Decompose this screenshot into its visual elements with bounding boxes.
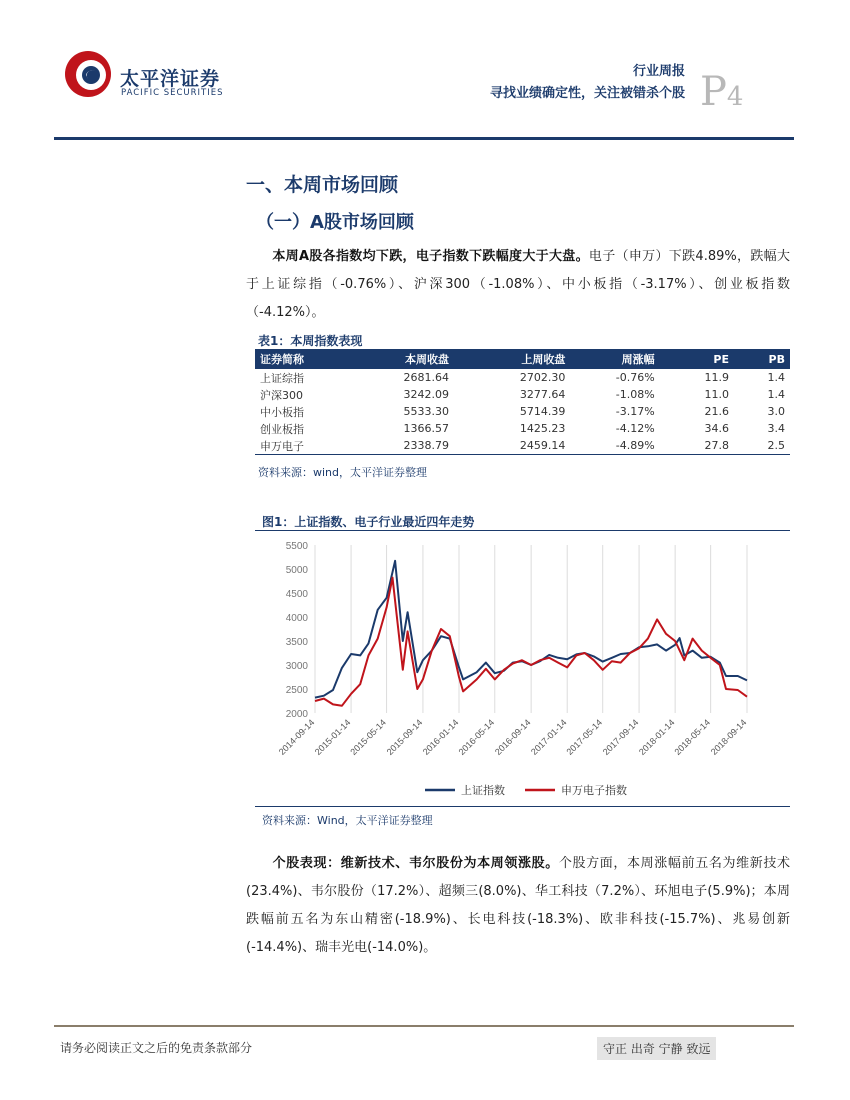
- x-tick-label: 2017-01-14: [529, 717, 569, 757]
- header-divider: [54, 137, 794, 140]
- x-tick-label: 2018-09-14: [708, 717, 749, 757]
- page-number: P4: [700, 69, 744, 115]
- cell-change: -4.89%: [570, 437, 659, 455]
- cell-pb: 1.4: [767, 371, 785, 384]
- table-row: [255, 437, 790, 455]
- col-header-close: 本周收盘: [373, 349, 454, 369]
- cell-name: 上证综指: [260, 371, 304, 385]
- market-summary-text: 电子（申万）下跌4.89%，跌幅大于上证综指（-0.76%）、沪深300（-1.08%）、中小板指（-3.17%）、创业板指数（-4.12%）。: [246, 249, 790, 320]
- x-tick-label: 2018-05-14: [672, 717, 713, 757]
- footer-disclaimer: 请务必阅读正文之后的免责条款部分: [60, 1041, 253, 1055]
- index-performance-table: [255, 349, 790, 455]
- cell-change: -0.76%: [615, 371, 655, 384]
- x-tick-label: 2014-09-14: [276, 717, 317, 757]
- cell-pe: 27.8: [660, 437, 734, 455]
- stock-performance-lead: 个股表现：维新技术、韦尔股份为本周领涨股。: [272, 856, 559, 871]
- index-trend-chart: [255, 535, 790, 803]
- cell-close: 2681.64: [403, 371, 450, 384]
- company-logo-icon: [62, 48, 114, 100]
- cell-change: -4.12%: [615, 422, 655, 435]
- y-tick-label: 2500: [285, 685, 308, 696]
- section-heading: 一、本周市场回顾: [246, 174, 399, 196]
- table-row: [255, 403, 790, 420]
- cell-prev-close: 3277.64: [519, 388, 566, 401]
- cell-pb: 3.4: [767, 422, 785, 435]
- y-tick-label: 3000: [285, 661, 308, 672]
- table-row: [255, 369, 790, 386]
- x-tick-label: 2016-09-14: [492, 717, 533, 757]
- cell-name: 申万电子: [255, 437, 373, 455]
- x-tick-label: 2017-09-14: [600, 717, 641, 757]
- cell-close: 2338.79: [373, 437, 454, 455]
- y-tick-label: 2000: [285, 709, 308, 720]
- company-logo-text: 太平洋证券: [120, 68, 221, 90]
- cell-pe: 34.6: [704, 422, 729, 435]
- cell-pb: 1.4: [767, 388, 785, 401]
- cell-change: -1.08%: [615, 388, 655, 401]
- cell-pb: 3.0: [767, 405, 785, 418]
- figure-bottom-rule: [255, 806, 790, 807]
- table-title: 表1：本周指数表现: [258, 334, 363, 348]
- x-tick-label: 2015-09-14: [384, 717, 425, 757]
- x-tick-label: 2016-05-14: [456, 717, 497, 757]
- report-type: 行业周报: [632, 64, 685, 79]
- figure-title: 图1：上证指数、电子行业最近四年走势: [262, 515, 475, 529]
- col-header-change: 周涨幅: [570, 349, 659, 369]
- cell-close: 5533.30: [403, 405, 450, 418]
- report-subtitle: 寻找业绩确定性，关注被错杀个股: [489, 86, 685, 101]
- x-tick-label: 2015-01-14: [312, 717, 353, 757]
- cell-prev-close: 2459.14: [454, 437, 570, 455]
- table-header-row: [255, 349, 790, 369]
- cell-prev-close: 2702.30: [519, 371, 566, 384]
- y-tick-label: 5500: [285, 541, 308, 552]
- footer-divider: [54, 1025, 794, 1027]
- x-tick-label: 2016-01-14: [420, 717, 461, 757]
- cell-pb: 2.5: [734, 437, 790, 455]
- stock-performance-text: 个股方面，本周涨幅前五名为维新技术(23.4%)、韦尔股份（17.2%）、超频三(8.0%)、华工科技（7.2%）、环旭电子(5.9%)；本周跌幅前五名为东山精密(-18.9%)、长电科技(-18.3%)、欧非科技(-15.7%)、兆易创新(-14.4%)、瑞丰光电(-14.0%)。: [246, 856, 790, 955]
- y-tick-label: 5000: [285, 565, 308, 576]
- legend-label: 申万电子指数: [561, 785, 627, 797]
- table-source: 资料来源：wind，太平洋证券整理: [258, 466, 428, 479]
- col-header-name: 证券简称: [255, 349, 373, 369]
- market-summary-paragraph: [246, 243, 790, 327]
- x-tick-label: 2015-05-14: [348, 717, 388, 757]
- cell-prev-close: 5714.39: [519, 405, 566, 418]
- table-row: [255, 386, 790, 403]
- market-summary-lead: 本周A股各指数均下跌，电子指数下跌幅度大于大盘。: [272, 249, 589, 264]
- y-tick-label: 4500: [285, 589, 308, 600]
- cell-pe: 21.6: [704, 405, 729, 418]
- cell-name: 沪深300: [260, 388, 303, 402]
- col-header-pe: PE: [660, 349, 734, 369]
- cell-pe: 11.0: [704, 388, 729, 401]
- cell-name: 中小板指: [260, 405, 304, 419]
- col-header-prev-close: 上周收盘: [454, 349, 570, 369]
- footer-motto: 守正 出奇 宁静 致远: [597, 1037, 716, 1060]
- table-row: [255, 420, 790, 437]
- y-tick-label: 3500: [285, 637, 308, 648]
- cell-prev-close: 1425.23: [519, 422, 566, 435]
- x-tick-label: 2018-01-14: [636, 717, 677, 757]
- cell-name: 创业板指: [260, 422, 304, 436]
- x-tick-label: 2017-05-14: [564, 717, 605, 757]
- figure-top-rule: [255, 530, 790, 531]
- subsection-heading: （一）A股市场回顾: [256, 212, 414, 233]
- figure-source: 资料来源：Wind，太平洋证券整理: [262, 814, 433, 827]
- legend-label: 上证指数: [461, 785, 505, 797]
- cell-change: -3.17%: [615, 405, 655, 418]
- stock-performance-paragraph: [246, 850, 790, 962]
- cell-close: 3242.09: [403, 388, 450, 401]
- cell-close: 1366.57: [403, 422, 450, 435]
- cell-pe: 11.9: [704, 371, 729, 384]
- col-header-pb: PB: [734, 349, 790, 369]
- y-tick-label: 4000: [285, 613, 308, 624]
- company-logo-english: PACIFIC SECURITIES: [121, 88, 224, 98]
